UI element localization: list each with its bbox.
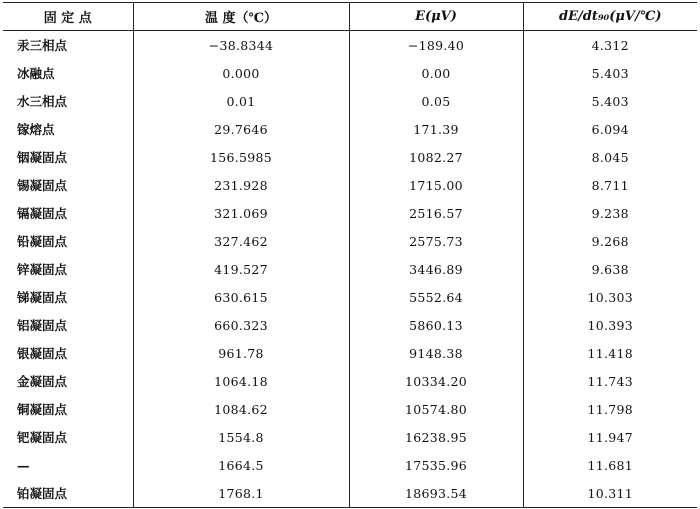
cell-fixed-point: 锑凝固点: [17, 290, 68, 305]
cell-temperature: 630.615: [133, 283, 349, 311]
table-row: [3, 115, 697, 143]
header-row: [3, 3, 697, 31]
cell-slope: 10.311: [523, 479, 697, 508]
cell-fixed-point: 铅凝固点: [17, 234, 68, 249]
cell-temperature: 1554.8: [133, 423, 349, 451]
table-row: [3, 479, 697, 508]
cell-fixed-point: 水三相点: [17, 94, 68, 109]
cell-slope: 11.743: [523, 367, 697, 395]
cell-slope: 11.798: [523, 395, 697, 423]
cell-emf: 16238.95: [349, 423, 523, 451]
cell-fixed-point: 金凝固点: [17, 374, 68, 389]
cell-temperature: 1768.1: [133, 479, 349, 508]
cell-fixed-point: 镉凝固点: [17, 206, 68, 221]
cell-fixed-point: 镓熔点: [17, 122, 55, 137]
cell-temperature: 231.928: [133, 171, 349, 199]
table-body: [3, 31, 697, 508]
cell-emf: 10574.80: [349, 395, 523, 423]
cell-emf: 1082.27: [349, 143, 523, 171]
cell-temperature: 0.000: [133, 59, 349, 87]
cell-temperature: 0.01: [133, 87, 349, 115]
table-row: [3, 143, 697, 171]
table-row: [3, 423, 697, 451]
cell-emf: 5860.13: [349, 311, 523, 339]
cell-temperature: −38.8344: [133, 31, 349, 60]
fixed-point-table: [3, 2, 697, 508]
cell-temperature: 156.5985: [133, 143, 349, 171]
cell-slope: 8.045: [523, 143, 697, 171]
table-row: [3, 227, 697, 255]
cell-temperature: 327.462: [133, 227, 349, 255]
header-emf: E(μV): [349, 3, 523, 31]
cell-fixed-point: 锌凝固点: [17, 262, 68, 277]
cell-emf: 2516.57: [349, 199, 523, 227]
cell-fixed-point: 铝凝固点: [17, 318, 68, 333]
cell-slope: 11.418: [523, 339, 697, 367]
cell-slope: 5.403: [523, 59, 697, 87]
table-row: [3, 339, 697, 367]
cell-slope: 11.681: [523, 451, 697, 479]
cell-slope: 9.268: [523, 227, 697, 255]
cell-fixed-point: —: [17, 457, 30, 473]
header-temperature: 温 度（℃）: [133, 3, 349, 31]
cell-emf: −189.40: [349, 31, 523, 60]
table-row: [3, 199, 697, 227]
cell-temperature: 1084.62: [133, 395, 349, 423]
cell-fixed-point: 冰融点: [17, 66, 55, 81]
cell-temperature: 419.527: [133, 255, 349, 283]
cell-fixed-point: 汞三相点: [17, 38, 68, 53]
cell-slope: 9.638: [523, 255, 697, 283]
cell-temperature: 961.78: [133, 339, 349, 367]
cell-fixed-point: 铂凝固点: [3, 479, 133, 508]
cell-slope: 4.312: [523, 31, 697, 60]
cell-emf: 10334.20: [349, 367, 523, 395]
cell-emf: 3446.89: [349, 255, 523, 283]
cell-temperature: 1664.5: [133, 451, 349, 479]
cell-temperature: 1064.18: [133, 367, 349, 395]
cell-emf: 1715.00: [349, 171, 523, 199]
cell-slope: 8.711: [523, 171, 697, 199]
cell-temperature: 321.069: [133, 199, 349, 227]
header-fixed-point: 固 定 点: [3, 3, 133, 31]
cell-temperature: 660.323: [133, 311, 349, 339]
cell-temperature: 29.7646: [133, 115, 349, 143]
table-row: [3, 255, 697, 283]
cell-fixed-point: 钯凝固点: [17, 430, 68, 445]
table-row: [3, 395, 697, 423]
cell-slope: 6.094: [523, 115, 697, 143]
cell-emf: 0.05: [349, 87, 523, 115]
cell-fixed-point: 铟凝固点: [17, 150, 68, 165]
table-row: [3, 31, 697, 60]
cell-emf: 18693.54: [349, 479, 523, 508]
cell-slope: 9.238: [523, 199, 697, 227]
table-row: [3, 311, 697, 339]
cell-emf: 171.39: [349, 115, 523, 143]
cell-slope: 11.947: [523, 423, 697, 451]
cell-emf: 2575.73: [349, 227, 523, 255]
header-slope: dE/dt₉₀(μV/℃): [523, 3, 697, 31]
table-row: [3, 367, 697, 395]
cell-fixed-point: 锡凝固点: [17, 178, 68, 193]
cell-emf: 17535.96: [349, 451, 523, 479]
table-header: [3, 3, 697, 31]
cell-emf: 5552.64: [349, 283, 523, 311]
cell-slope: 10.303: [523, 283, 697, 311]
table-row: [3, 283, 697, 311]
table-row: [3, 171, 697, 199]
cell-slope: 5.403: [523, 87, 697, 115]
cell-fixed-point: 铜凝固点: [17, 402, 68, 417]
table-row: [3, 451, 697, 479]
cell-emf: 9148.38: [349, 339, 523, 367]
cell-slope: 10.393: [523, 311, 697, 339]
cell-emf: 0.00: [349, 59, 523, 87]
table-row: [3, 59, 697, 87]
table-row: [3, 87, 697, 115]
cell-fixed-point: 银凝固点: [17, 346, 68, 361]
